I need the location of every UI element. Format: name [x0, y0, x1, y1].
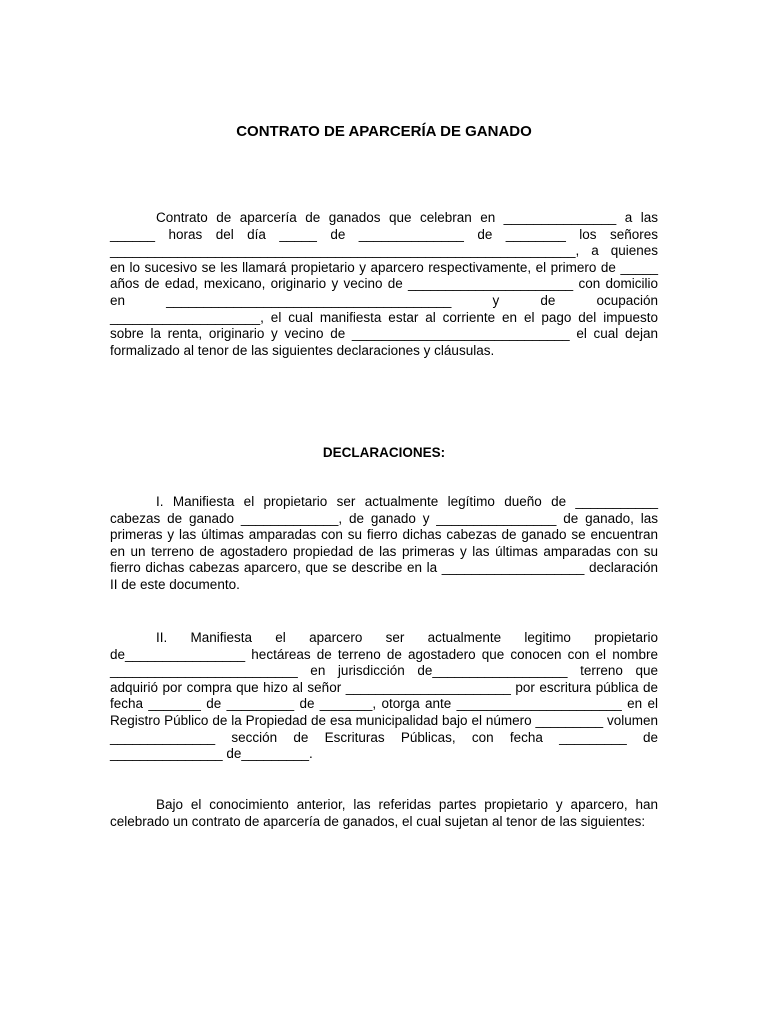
declaration-1-paragraph [110, 494, 658, 594]
document-title: CONTRATO DE APARCERÍA DE GANADO [236, 123, 532, 140]
declaration-2-text: II. Manifiesta el aparcero ser actualmente legitimo propietario de________________ hectáreas de terreno de agostadero que conocen con el nombre _________________________ en jurisdicción de__________________ terreno que adquirió por compra que hizo al señor ______________________ por escritura pública de fecha _______ de _________ de _______, otorga ante ______________________ en el Registro Público de la Propiedad de esa municipalidad bajo el número _________ volumen ______________ sección de Escrituras Públicas, con fecha _________ de _______________ de_________. [110, 630, 658, 762]
declaration-1-text: I. Manifiesta el propietario ser actualmente legítimo dueño de ___________ cabezas de ganado _____________, de ganado y ________________ de ganado, las primeras y las últimas amparadas con su fierro dichas cabezas de ganado se encuentran en un terreno de agostadero propiedad de las primeras y las últimas amparadas con su fierro dichas cabezas aparcero, que se describe en la ___________________ declaración II de este documento. [110, 494, 658, 592]
closing-text: Bajo el conocimiento anterior, las referidas partes propietario y aparcero, han celebrado un contrato de aparcería de ganados, el cual sujetan al tenor de las siguientes: [110, 797, 658, 829]
declaration-2-paragraph [110, 630, 658, 763]
declarations-heading: DECLARACIONES: [322, 445, 446, 460]
document-page [110, 0, 658, 1024]
closing-paragraph [110, 797, 658, 830]
intro-paragraph [110, 210, 658, 359]
intro-text: Contrato de aparcería de ganados que celebran en _______________ a las ______ horas del día _____ de ______________ de ________ los señores ______________________________________________________________, a quienes en lo sucesivo se les llamará propietario y aparcero respectivamente, el primero de _____ años de edad, mexicano, originario y vecino de ______________________ con domicilio en ______________________________________ y de ocupación ____________________, el cual manifiesta estar al corriente en el pago del impuesto sobre la renta, originario y vecino de _____________________________ el cual dejan formalizado al tenor de las siguientes declaraciones y cláusulas. [110, 210, 658, 358]
